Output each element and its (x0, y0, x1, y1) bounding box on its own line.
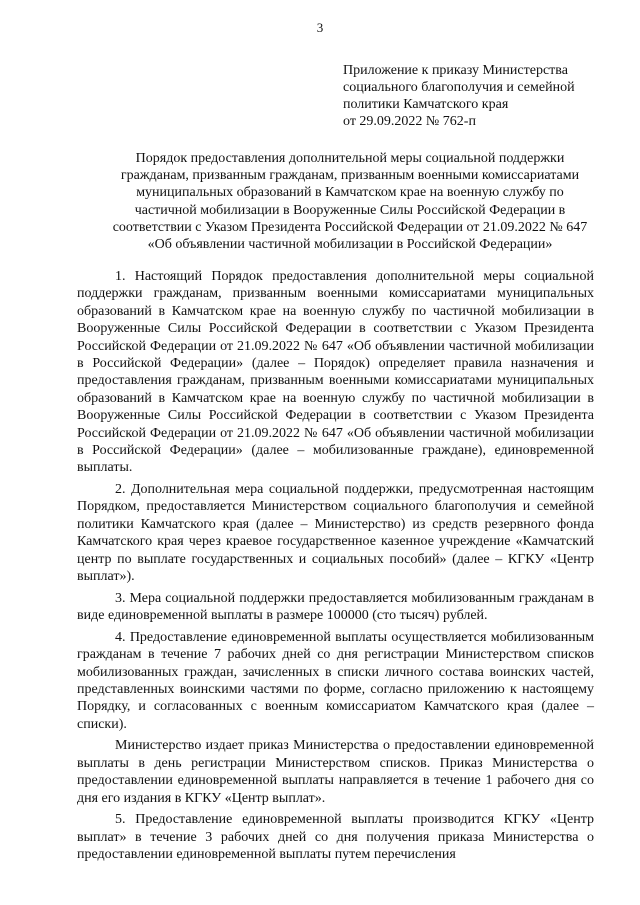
title-line: гражданам, призванным гражданам, призванным военными комиссариатами (120, 168, 580, 184)
paragraph-1: 1. Настоящий Порядок предоставления дополнительной меры социальной поддержки гражданам, призванным военными комиссариатами муниципальных образований в Камчатском крае на военную службу по частичной мобилизации в Вооруженные Силы Российской Федерации в соответствии с Указом Президента Российской Федерации от 21.09.2022 № 647 «Об объявлении частичной мобилизации в Российской Федерации» (далее – Порядок) определяет правила назначения и предоставления гражданам, призванным военными комиссариатами муниципальных образований в Камчатском крае на военную службу по частичной мобилизации в Вооруженные Силы Российской Федерации в соответствии с Указом Президента Российской Федерации от 21.09.2022 № 647 «Об объявлении частичной мобилизации в Российской Федерации» (далее – мобилизованные граждане), единовременной выплаты. (77, 269, 594, 476)
page-number: 3 (316, 20, 324, 35)
appendix-header (343, 62, 603, 130)
appendix-line: от 29.09.2022 № 762-п (343, 114, 476, 129)
document-body (77, 268, 594, 868)
document-title (60, 150, 640, 253)
title-line: соответствии с Указом Президента Российской Федерации от 21.09.2022 № 647 (112, 219, 588, 235)
paragraph-4-continued: Министерство издает приказ Министерства о предоставлении единовременной выплаты в день регистрации Министерством списков. Приказ Министерства о предоставлении единовременной выплаты направляется в течение 1 рабочего дня со дня его издания в КГКУ «Центр выплат». (77, 738, 594, 806)
title-line: частичной мобилизации в Вооруженные Силы Российской Федерации в (134, 202, 566, 218)
appendix-line: политики Камчатского края (343, 97, 509, 112)
paragraph-3: 3. Мера социальной поддержки предоставляется мобилизованным гражданам в виде единовременной выплаты в размере 100000 (сто тысяч) рублей. (77, 590, 594, 624)
paragraph-4: 4. Предоставление единовременной выплаты осуществляется мобилизованным гражданам в течение 7 рабочих дней со дня регистрации Министерством списков мобилизованных граждан, зачисленных в списки личного состава воинских частей, представленных воинскими частями по форме, согласно приложению к настоящему Порядку, и согласованных с военным комиссариатом Камчатского края (далее – списки). (77, 629, 594, 732)
title-line: Порядок предоставления дополнительной меры социальной поддержки (135, 151, 565, 166)
appendix-line: Приложение к приказу Министерства (343, 63, 568, 78)
title-line: муниципальных образований в Камчатском крае на военную службу по (136, 185, 564, 201)
appendix-line: социального благополучия и семейной (343, 80, 575, 95)
title-line: «Об объявлении частичной мобилизации в Российской Федерации» (147, 237, 553, 253)
paragraph-5: 5. Предоставление единовременной выплаты производится КГКУ «Центр выплат» в течение 3 рабочих дней со дня получения приказа Министерства о предоставлении единовременной выплаты путем перечисления (77, 812, 594, 862)
paragraph-2: 2. Дополнительная мера социальной поддержки, предусмотренная настоящим Порядком, предоставляется Министерством социального благополучия и семейной политики Камчатского края (далее – Министерство) из средств резервного фонда Камчатского края через краевое государственное казенное учреждение «Камчатский центр по выплате государственных и социальных пособий» (далее – КГКУ «Центр выплат»). (77, 482, 594, 585)
